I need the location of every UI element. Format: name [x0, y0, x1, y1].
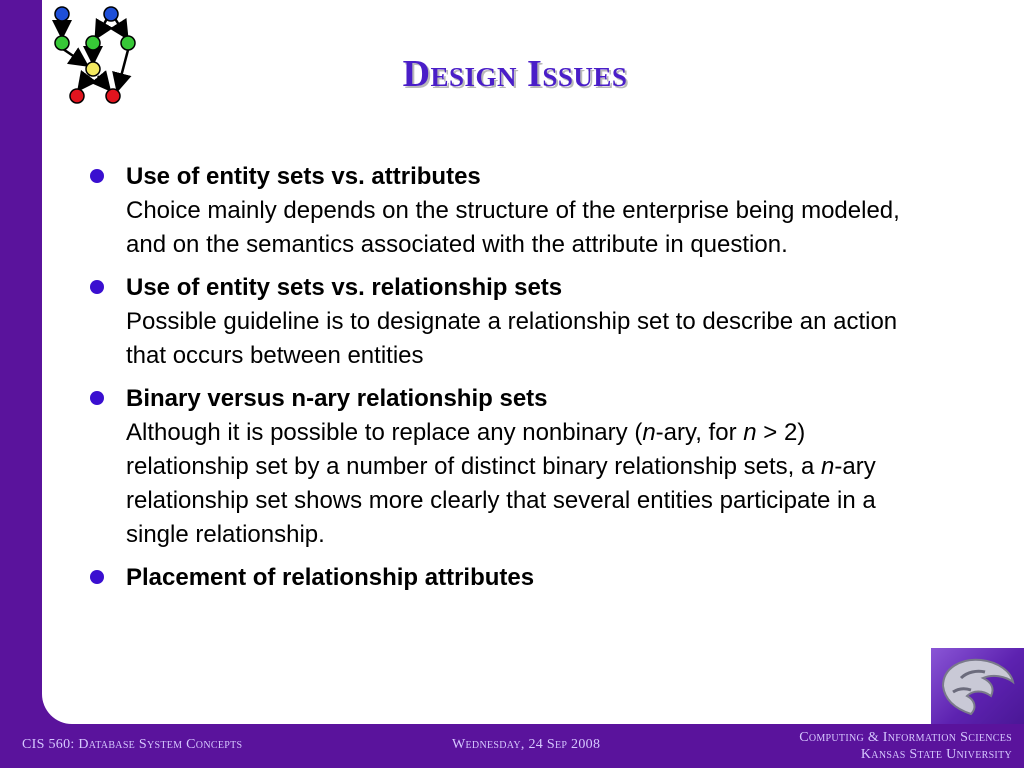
- body-text: Choice mainly depends on the structure of the enterprise being modeled, and on the semantics associated with the attribute in question.: [126, 197, 900, 258]
- slide-title: Design Issues: [402, 53, 628, 95]
- graph-network-icon: [50, 4, 140, 108]
- bullet-body: [126, 305, 918, 373]
- footer-date: Wednesday, 24 Sep 2008: [452, 737, 601, 752]
- bullet-heading: Binary versus n-ary relationship sets: [126, 385, 548, 412]
- footer-dept-line2: Kansas State University: [860, 747, 1012, 762]
- math-variable: n: [743, 419, 757, 446]
- bullet-item: [88, 160, 918, 262]
- footer-course: CIS 560: Database System Concepts: [22, 737, 243, 752]
- bullet-item: [88, 271, 918, 373]
- bullet-body: [126, 416, 918, 552]
- bullet-dot-icon: [90, 280, 104, 294]
- body-text: Although it is possible to replace any nonbinary (: [126, 419, 643, 446]
- body-text: -ary, for: [655, 419, 744, 446]
- body-text: > 2) relationship set by a number of distinct binary relationship sets, a: [126, 419, 822, 480]
- bullet-heading: Use of entity sets vs. attributes: [126, 163, 481, 190]
- bullet-dot-icon: [90, 570, 104, 584]
- footer-department: [799, 729, 1012, 763]
- bullet-dot-icon: [90, 169, 104, 183]
- bullet-item: [88, 382, 918, 552]
- body-text: Possible guideline is to designate a relationship set to describe an action that occurs between entities: [126, 308, 898, 369]
- bullet-item: [88, 561, 918, 595]
- body-text: -ary relationship set shows more clearly that several entities participate in a single relationship.: [126, 453, 876, 548]
- math-variable: n: [642, 419, 656, 446]
- footer: [0, 724, 1024, 768]
- bullet-heading: Placement of relationship attributes: [126, 564, 535, 591]
- math-variable: n: [821, 453, 835, 480]
- bullet-dot-icon: [90, 391, 104, 405]
- bullet-heading: Use of entity sets vs. relationship sets: [126, 274, 563, 301]
- bullet-list: [88, 160, 918, 604]
- bullet-body: [126, 194, 918, 262]
- footer-dept-line1: Computing & Information Sciences: [799, 730, 1012, 745]
- kstate-wildcat-icon: [931, 648, 1024, 724]
